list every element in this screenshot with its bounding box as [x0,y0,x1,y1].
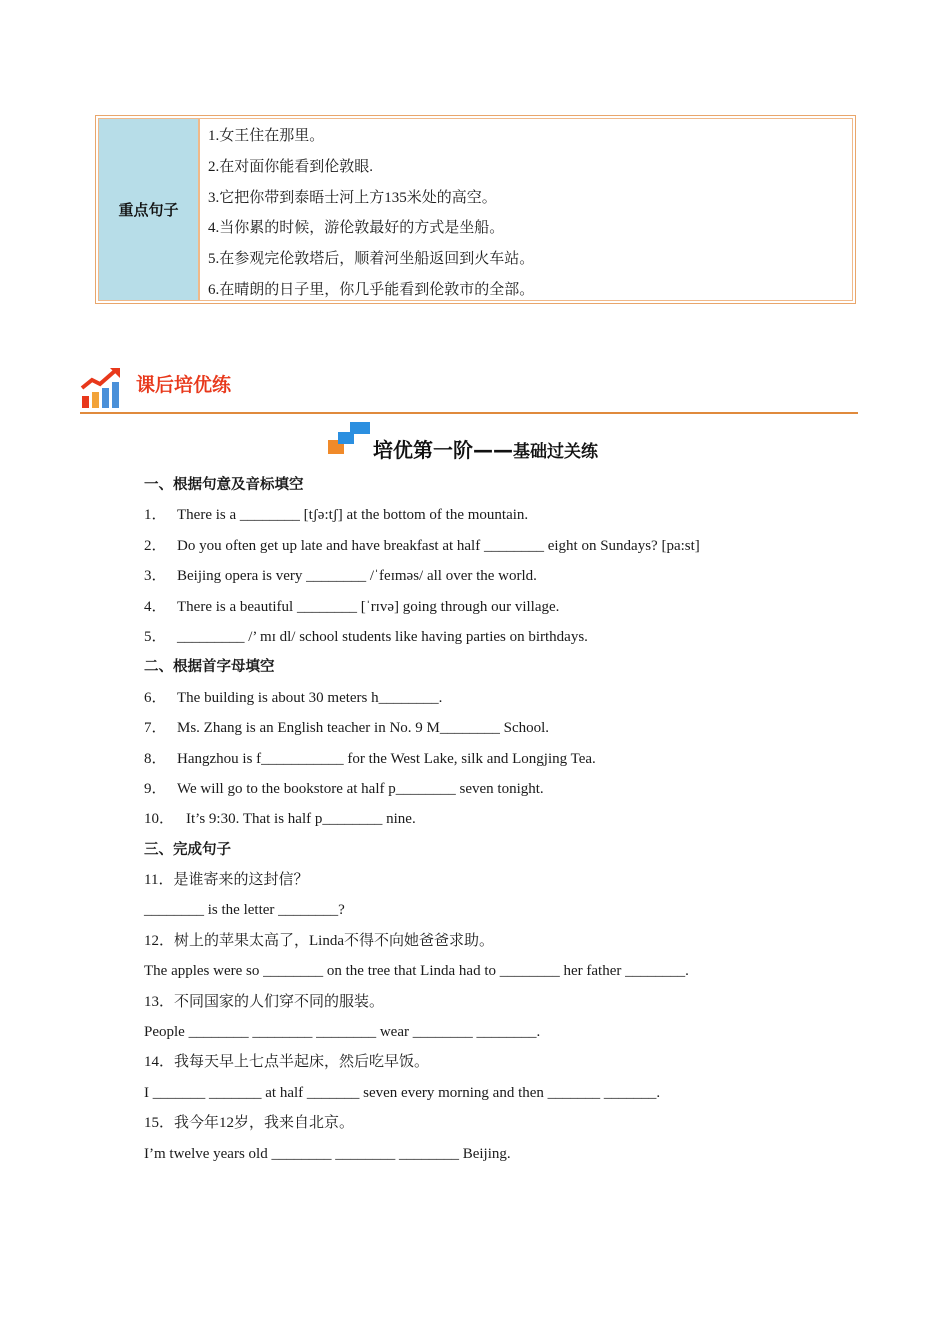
part3-heading: 三、完成句子 [144,841,231,858]
key-sentence: 5.在参观完伦敦塔后，顺着河坐船返回到火车站。 [208,251,535,268]
part1-heading: 一、根据句意及音标填空 [144,477,304,493]
section-header [80,366,858,416]
question-row: 10． It’s 9:30. That is half p________ nine. [144,811,416,828]
question-prompt: 14．我每天早上七点半起床，然后吃早饭。 [144,1054,430,1071]
growth-chart-icon [80,366,124,410]
exercise-content [144,470,864,1169]
question-prompt: 11．是谁寄来的这封信？ [144,872,309,889]
question-answer: The apples were so ________ on the tree that Linda had to ________ her father ________. [144,963,689,980]
question-row: 2． Do you often get up late and have breakfast at half ________ eight on Sundays? [pa:st] [144,537,700,554]
question-prompt: 13．不同国家的人们穿不同的服装。 [144,993,385,1010]
key-sentences-list [200,119,852,300]
question-answer: People ________ ________ ________ wear ________ ________. [144,1024,541,1041]
question-row: 3． Beijing opera is very ________ /ˈfeɪməs/ all over the world. [144,568,537,585]
steps-icon [328,422,372,456]
key-sentences-label: 重点句子 [99,119,200,300]
part2-heading: 二、根据首字母填空 [144,659,275,676]
section-title: 课后培优练 [136,374,232,396]
question-row: 7． Ms. Zhang is an English teacher in No. 9 M________ School. [144,720,550,737]
question-prompt: 15．我今年12岁，我来自北京。 [144,1115,355,1132]
question-row: 1． There is a ________ [tʃə:tʃ] at the bottom of the mountain. [144,507,529,524]
key-sentence: 6.在晴朗的日子里，你几乎能看到伦敦市的全部。 [208,281,535,298]
question-row: 5． _________ /’ mɪ dl/ school students like having parties on birthdays. [144,628,588,645]
key-sentence: 2.在对面你能看到伦敦眼. [208,158,374,175]
section-divider [80,412,858,414]
question-answer: ________ is the letter ________? [144,902,345,919]
key-sentence: 3.它把你带到泰晤士河上方135米处的高空。 [208,189,497,206]
question-row: 4． There is a beautiful ________ [ˈrɪvə] going through our village. [144,598,560,615]
question-row: 6． The building is about 30 meters h________. [144,689,443,706]
question-answer: I’m twelve years old ________ ________ ________ Beijing. [144,1145,511,1162]
question-prompt: 12．树上的苹果太高了，Linda不得不向她爸爸求助。 [144,932,494,949]
key-sentences-table [95,115,856,304]
question-row: 8． Hangzhou is f___________ for the West Lake, silk and Longjing Tea. [144,750,596,767]
key-sentence: 1.女王住在那里。 [208,128,325,144]
question-answer: I _______ _______ at half _______ seven every morning and then _______ _______. [144,1084,661,1101]
key-sentence: 4.当你累的时候，游伦敦最好的方式是坐船。 [208,220,505,237]
question-row: 9． We will go to the bookstore at half p________ seven tonight. [144,780,544,797]
subsection-title: 培优第一阶——基础过关练 [373,438,598,462]
